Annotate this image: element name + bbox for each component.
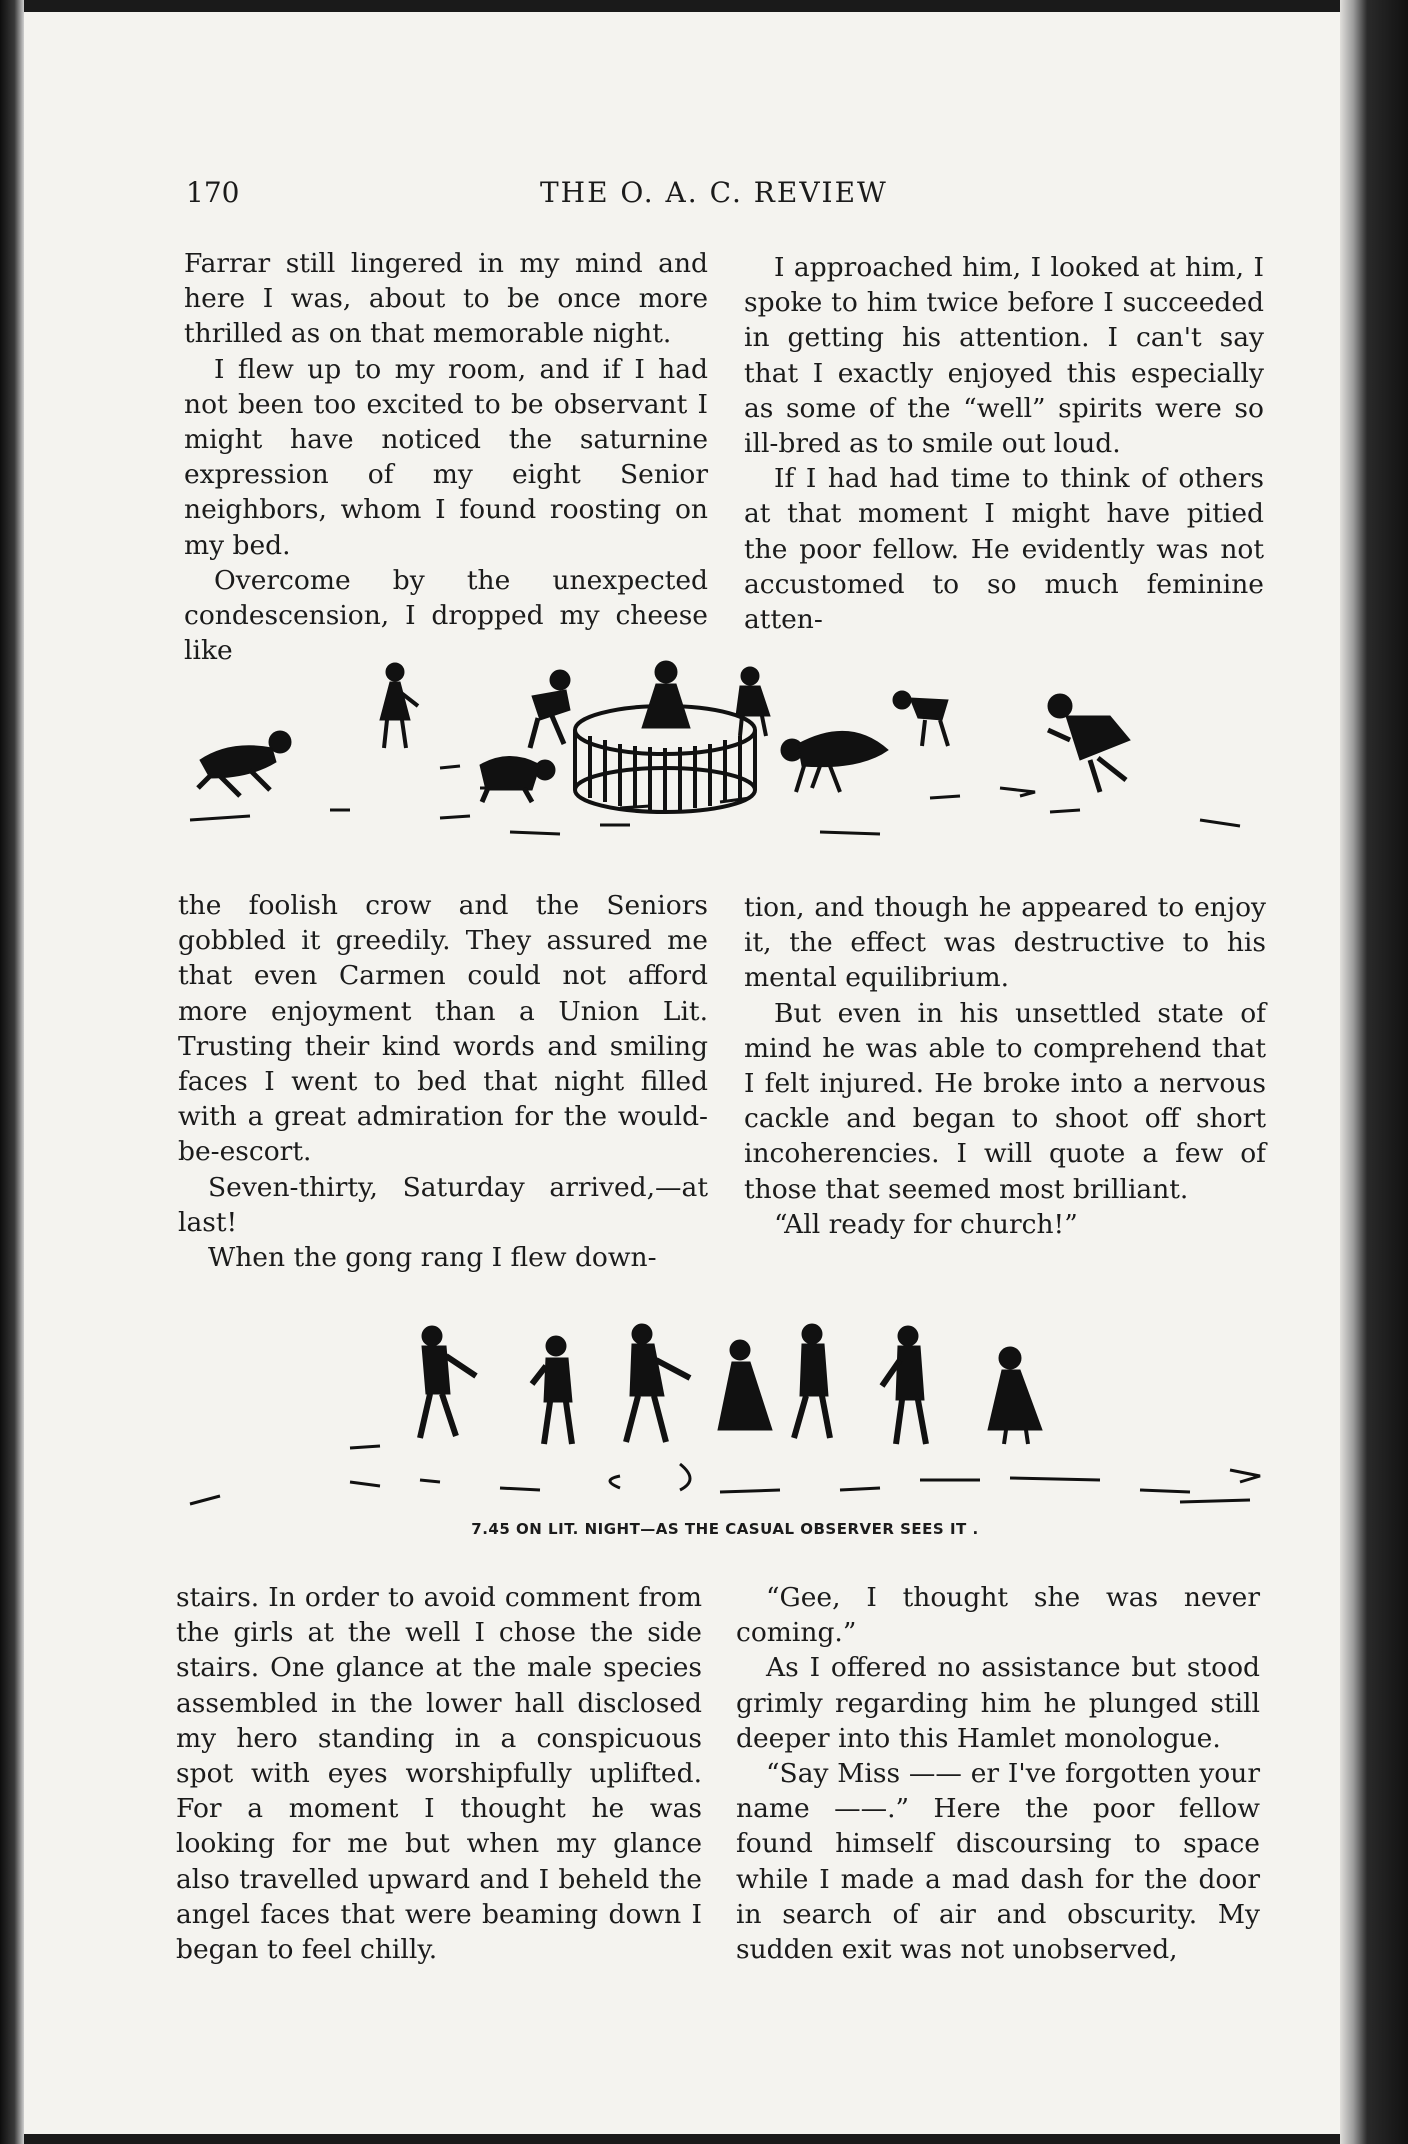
- column-right-1: [744, 250, 1264, 637]
- silhouette-leaning: [530, 670, 570, 748]
- paragraph: But even in his unsettled state of mind he was able to comprehend that I felt injured. He broke into a nervous cackle and began to shoot off short incoherencies. I will quote a few of those that seemed most brilliant.: [744, 997, 1266, 1205]
- illustration-caption: 7.45 ON LIT. NIGHT—AS THE CASUAL OBSERVER SEES IT .: [471, 1520, 979, 1538]
- paragraph: stairs. In order to avoid comment from the girls at the well I chose the side stairs. One glance at the male species assembled in the lower hall disclosed my hero standing in a conspicuous spot with eyes worshipfully uplifted. For a moment I thought he was looking for me but when my glance also travelled upward and I beheld the angel faces that were beaming down I began to feel chilly.: [176, 1582, 702, 1966]
- silhouette-man-2: [532, 1336, 572, 1444]
- ground-marks: [190, 766, 1240, 834]
- silhouette-crouching: [480, 757, 555, 803]
- paragraph: If I had had time to think of others at that moment I might have pitied the poor fellow. He evidently was not accustomed to so much feminine atten-: [744, 463, 1264, 636]
- journal-title: THE O. A. C. REVIEW: [540, 176, 888, 209]
- silhouette-running-right: [1048, 694, 1130, 792]
- paragraph: the foolish crow and the Seniors gobbled it greedily. They assured me that even Carmen could not afford more enjoyment than a Union Lit. Trusting their kind words and smiling faces I went to bed that night filled with a great admiration for the would-be-escort.: [178, 890, 708, 1168]
- page-number: 170: [186, 176, 240, 209]
- silhouette-man-1: [420, 1326, 476, 1438]
- silhouette-man-5: [882, 1326, 926, 1444]
- column-right-3: [736, 1580, 1260, 1967]
- column-left-2: [178, 888, 708, 1275]
- silhouette-bending: [893, 691, 948, 746]
- silhouette-on-cage: [642, 661, 690, 728]
- paragraph: I approached him, I looked at him, I spoke to him twice before I succeeded in getting his attention. I can't say that I exactly enjoyed this especially as some of the “well” spirits were so ill-bred as to smile out loud.: [744, 252, 1264, 460]
- illustration-seniors-cage: [180, 620, 1330, 860]
- silhouette-man-4: [794, 1324, 830, 1438]
- column-left-1: [184, 246, 708, 668]
- paragraph: When the gong rang I flew down-: [208, 1242, 657, 1274]
- silhouette-girl-standing: [380, 663, 418, 748]
- page-edge: [1340, 0, 1408, 2144]
- paragraph: “All ready for church!”: [774, 1208, 1078, 1240]
- ground-marks: [190, 1446, 1260, 1504]
- column-left-3: [176, 1580, 702, 1967]
- silhouette-man-3: [626, 1324, 690, 1442]
- paragraph: As I offered no assistance but stood grimly regarding him he plunged still deeper into this Hamlet monologue.: [736, 1652, 1260, 1754]
- silhouette-crow: [781, 731, 888, 792]
- silhouette-crawling-left: [198, 731, 291, 796]
- paragraph: Seven-thirty, Saturday arrived,—at last!: [178, 1171, 708, 1238]
- silhouette-lady-2: [988, 1347, 1042, 1444]
- running-header: [186, 176, 1266, 216]
- column-right-2: [744, 890, 1266, 1242]
- silhouette-lady-1: [718, 1340, 772, 1430]
- paragraph: “Gee, I thought she was never coming.”: [736, 1582, 1260, 1649]
- paragraph: “Say Miss —— er I've forgotten your name ——.” Here the poor fellow found himself discoursing to space while I made a mad dash for the door in search of air and obscurity. My sudden exit was not unobserved,: [736, 1758, 1260, 1966]
- paragraph: Overcome by the unexpected condescension, I dropped my cheese like: [184, 564, 708, 667]
- book-spine: [0, 0, 24, 2144]
- paragraph: tion, and though he appeared to enjoy it, the effect was destructive to his mental equilibrium.: [744, 892, 1266, 994]
- illustration-lit-night-procession: [180, 1320, 1300, 1510]
- paragraph: Farrar still lingered in my mind and here I was, about to be once more thrilled as on that memorable night.: [184, 248, 708, 350]
- paragraph: I flew up to my room, and if I had not been too excited to be observant I might have noticed the saturnine expression of my eight Senior neighbors, whom I found roosting on my bed.: [184, 353, 708, 561]
